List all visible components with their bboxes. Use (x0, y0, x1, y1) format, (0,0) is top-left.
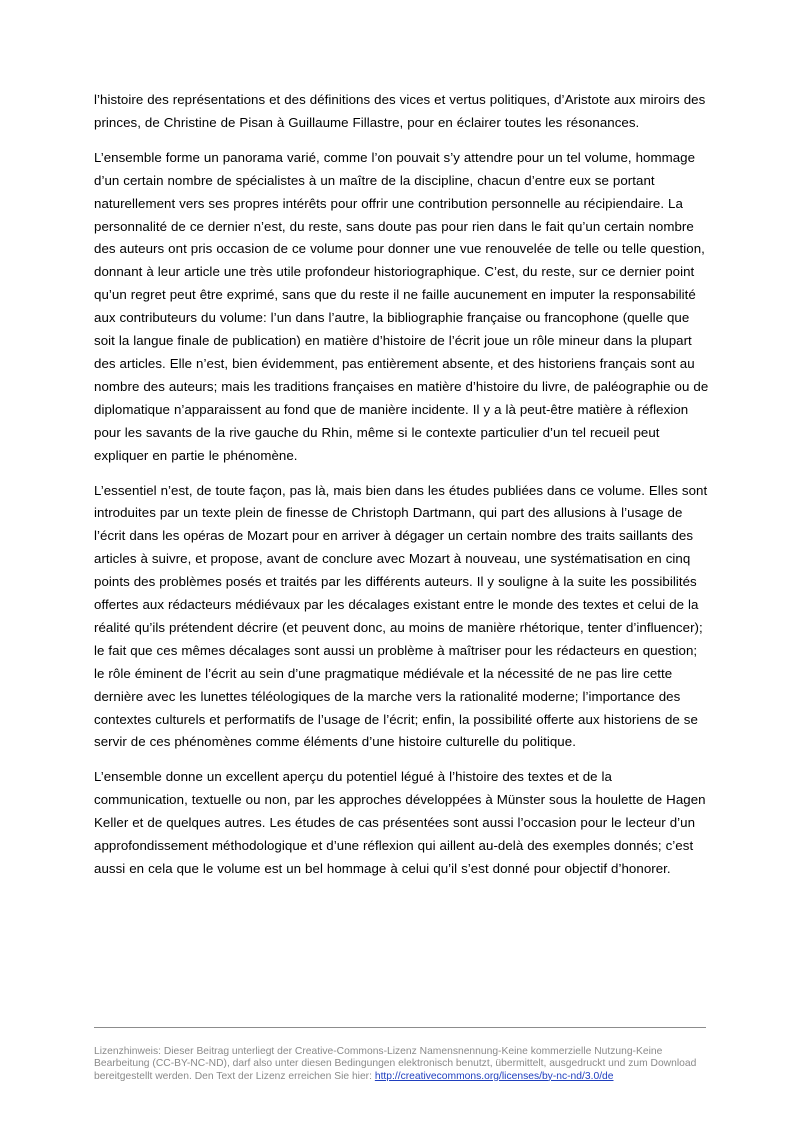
paragraph-1: l’histoire des représentations et des définitions des vices et vertus politiques, d’Aristote aux miroirs des princes, de Christine de Pisan à Guillaume Fillastre, pour en éclairer toutes les résonances. (94, 92, 706, 130)
page-footer (94, 1027, 706, 1083)
license-notice (94, 1046, 706, 1083)
paragraph-2: L’ensemble forme un panorama varié, comme l’on pouvait s’y attendre pour un tel volume, hommage d’un certain nombre de spécialistes à un maître de la discipline, chacun d’entre eux se portant naturellement vers ses propres intérêts pour offrir une contribution personnelle au récipiendaire. La personnalité de ce dernier n’est, du reste, sans doute pas pour rien dans le fait qu’un certain nombre des auteurs ont pris occasion de ce volume pour donner une vue renouvelée de telle ou telle question, donnant à leur article une très utile profondeur historiographique. C’est, du reste, sur ce dernier point qu’un regret peut être exprimé, sans que du reste il ne faille aucunement en imputer la responsabilité aux contributeurs du volume: l’un dans l’autre, la bibliographie française ou francophone (quelle que soit la langue finale de publication) en matière d’histoire de l’écrit joue un rôle mineur dans la plupart des articles. Elle n’est, bien évidemment, pas entièrement absente, et des historiens français sont au nombre des auteurs; mais les traditions françaises en matière d’histoire du livre, de paléographie ou de diplomatique n’apparaissent au fond que de manière incidente. Il y a là peut-être matière à réflexion pour les savants de la rive gauche du Rhin, même si le contexte particulier d’un tel recueil peut expliquer en partie le phénomène. (94, 149, 709, 463)
footer-divider (94, 1027, 706, 1028)
license-notice-text: Lizenzhinweis: Dieser Beitrag unterliegt der Creative-Commons-Lizenz Namensnennung-Keine kommerzielle Nutzung-Keine Bearbeitung (CC-BY-NC-ND), darf also unter diesen Bedingungen elektronisch benutzt, übermittelt, ausgedruckt und zum Download bereitgestellt werden. Den Text der Lizenz erreichen Sie hier: (94, 1046, 697, 1082)
paragraph-3: L’essentiel n’est, de toute façon, pas là, mais bien dans les études publiées dans ce volume. Elles sont introduites par un texte plein de finesse de Christoph Dartmann, qui part des allusions à l’usage de l’écrit dans les opéras de Mozart pour en arriver à dégager un certain nombre des traits saillants des articles à suivre, et propose, avant de conclure avec Mozart à nouveau, une systématisation en cinq points des problèmes posés et traités par les différents auteurs. Il y souligne à la suite les possibilités offertes aux rédacteurs médiévaux par les décalages existant entre le monde des textes et celui de la réalité qu’ils prétendent décrire (et peuvent donc, au moins de manière rhétorique, tenter d’influencer); le fait que ces mêmes décalages sont aussi un problème à maîtriser pour les rédacteurs en question; le rôle éminent de l’écrit au sein d’une pragmatique médiévale et la nécessité de ne pas lire cette dernière avec les lunettes téléologiques de la marche vers la rationalité moderne; l’importance des contextes culturels et performatifs de l’usage de l’écrit; enfin, la possibilité offerte aux historiens de se servir de ces phénomènes comme éléments d’une histoire culturelle du politique. (94, 482, 708, 750)
document-body (94, 89, 709, 893)
license-link[interactable]: http://creativecommons.org/licenses/by-nc-nd/3.0/de (374, 1070, 614, 1082)
paragraph-4: L’ensemble donne un excellent aperçu du potentiel légué à l’histoire des textes et de la communication, textuelle ou non, par les approches développées à Münster sous la houlette de Hagen Keller et de quelques autres. Les études de cas présentées sont aussi l’occasion pour le lecteur d’un approfondissement méthodologique et d’une réflexion qui aillent au-delà des exemples donnés; c’est aussi en cela que le volume est un bel hommage à celui qu’il s’est donné pour objectif d’honorer. (94, 769, 706, 876)
